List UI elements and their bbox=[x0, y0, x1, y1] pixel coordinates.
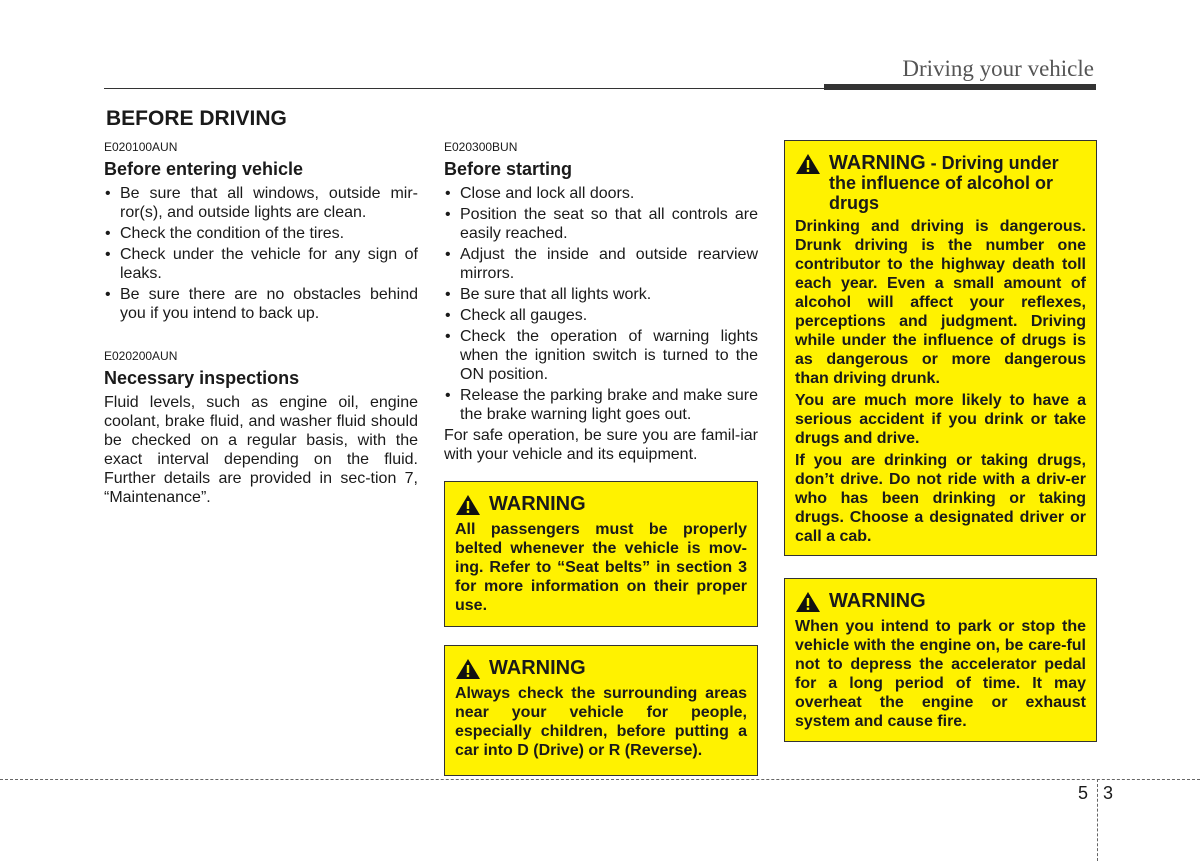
subsection-title: Before entering vehicle bbox=[104, 159, 304, 179]
warning-title: WARNING bbox=[489, 657, 586, 679]
section-code: E020300BUN bbox=[444, 140, 518, 154]
subsection-title: Necessary inspections bbox=[104, 368, 300, 388]
section-code: E020100AUN bbox=[104, 140, 178, 154]
warning-box bbox=[784, 140, 1097, 556]
warning-text: Always check the surrounding areas near your vehicle for people, especially children, before putting a car into D (Drive) or R (Reverse). bbox=[455, 685, 747, 759]
column-3 bbox=[784, 140, 1097, 742]
column-1 bbox=[104, 140, 418, 507]
section-title: BEFORE DRIVING bbox=[106, 107, 287, 130]
paragraph: For safe operation, be sure you are famil-iar with your vehicle and its equipment. bbox=[444, 427, 758, 463]
warning-text: When you intend to park or stop the vehicle with the engine on, be care-ful not to depress the accelerator pedal for a long period of time. It may overheat the engine or exhaust system and cause fire. bbox=[795, 618, 1086, 730]
warning-title: WARNING bbox=[829, 590, 926, 612]
warning-box bbox=[444, 481, 758, 627]
warning-box bbox=[784, 578, 1097, 742]
list-item: • Check the condition of the tires. bbox=[105, 225, 345, 242]
warning-title: WARNING - Driving under the influence of alcohol or drugs bbox=[829, 152, 1059, 213]
list-item: • Close and lock all doors. bbox=[445, 185, 635, 202]
footer-rule bbox=[0, 779, 1200, 780]
list-item: • Release the parking brake and make sure the brake warning light goes out. bbox=[445, 387, 758, 423]
warning-triangle-icon bbox=[795, 591, 821, 613]
warning-text: You are much more likely to have a serious accident if you drink or take drugs and drive. bbox=[795, 392, 1086, 447]
warning-triangle-icon bbox=[455, 658, 481, 680]
column-2 bbox=[444, 140, 758, 776]
page-number: 3 bbox=[1103, 783, 1114, 803]
paragraph: Fluid levels, such as engine oil, engine coolant, brake fluid, and washer fluid should be checked on a regular basis, with the exact interval depending on the fluid. Further details are provided in sec-tion 7, “Maintenance”. bbox=[104, 394, 418, 506]
warning-title: WARNING bbox=[489, 493, 586, 515]
list-item: • Check under the vehicle for any sign of leaks. bbox=[105, 246, 418, 282]
warning-text: If you are drinking or taking drugs, don’t drive. Do not ride with a driv-er who has been drinking or taking drugs. Choose a designated driver or call a cab. bbox=[795, 452, 1086, 545]
warning-triangle-icon bbox=[795, 153, 821, 175]
list-item: • Be sure that all windows, outside mir-ror(s), and outside lights are clean. bbox=[105, 185, 418, 221]
list-item: • Be sure that all lights work. bbox=[445, 286, 652, 303]
warning-text: All passengers must be properly belted whenever the vehicle is mov-ing. Refer to “Seat belts” in section 3 for more information on their proper use. bbox=[455, 521, 747, 614]
warning-text: Drinking and driving is dangerous. Drunk driving is the number one contributor to the highway death toll each year. Even a small amount of alcohol will affect your reflexes, perceptions and judgment. Driving while under the influence of drugs is as dangerous or more dangerous than driving drunk. bbox=[795, 218, 1086, 387]
list-item: • Adjust the inside and outside rearview mirrors. bbox=[445, 246, 758, 282]
header-rule-thin bbox=[104, 88, 824, 89]
list-item: • Check the operation of warning lights when the ignition switch is turned to the ON position. bbox=[445, 328, 758, 383]
list-item: • Check all gauges. bbox=[445, 307, 588, 324]
list-item: • Position the seat so that all controls are easily reached. bbox=[445, 206, 758, 242]
warning-box bbox=[444, 645, 758, 776]
header-rule-thick bbox=[824, 84, 1096, 90]
chapter-number: 5 bbox=[1078, 783, 1089, 803]
warning-subtitle: - Driving under the influence of alcohol or drugs bbox=[829, 153, 1059, 213]
section-code: E020200AUN bbox=[104, 349, 178, 363]
bullet-list bbox=[444, 184, 758, 424]
warning-triangle-icon bbox=[455, 494, 481, 516]
subsection-title: Before starting bbox=[444, 159, 573, 179]
bullet-list bbox=[104, 184, 418, 323]
footer-divider bbox=[1097, 779, 1098, 861]
page-header-title: Driving your vehicle bbox=[902, 56, 1094, 81]
list-item: • Be sure there are no obstacles behind you if you intend to back up. bbox=[105, 286, 418, 322]
